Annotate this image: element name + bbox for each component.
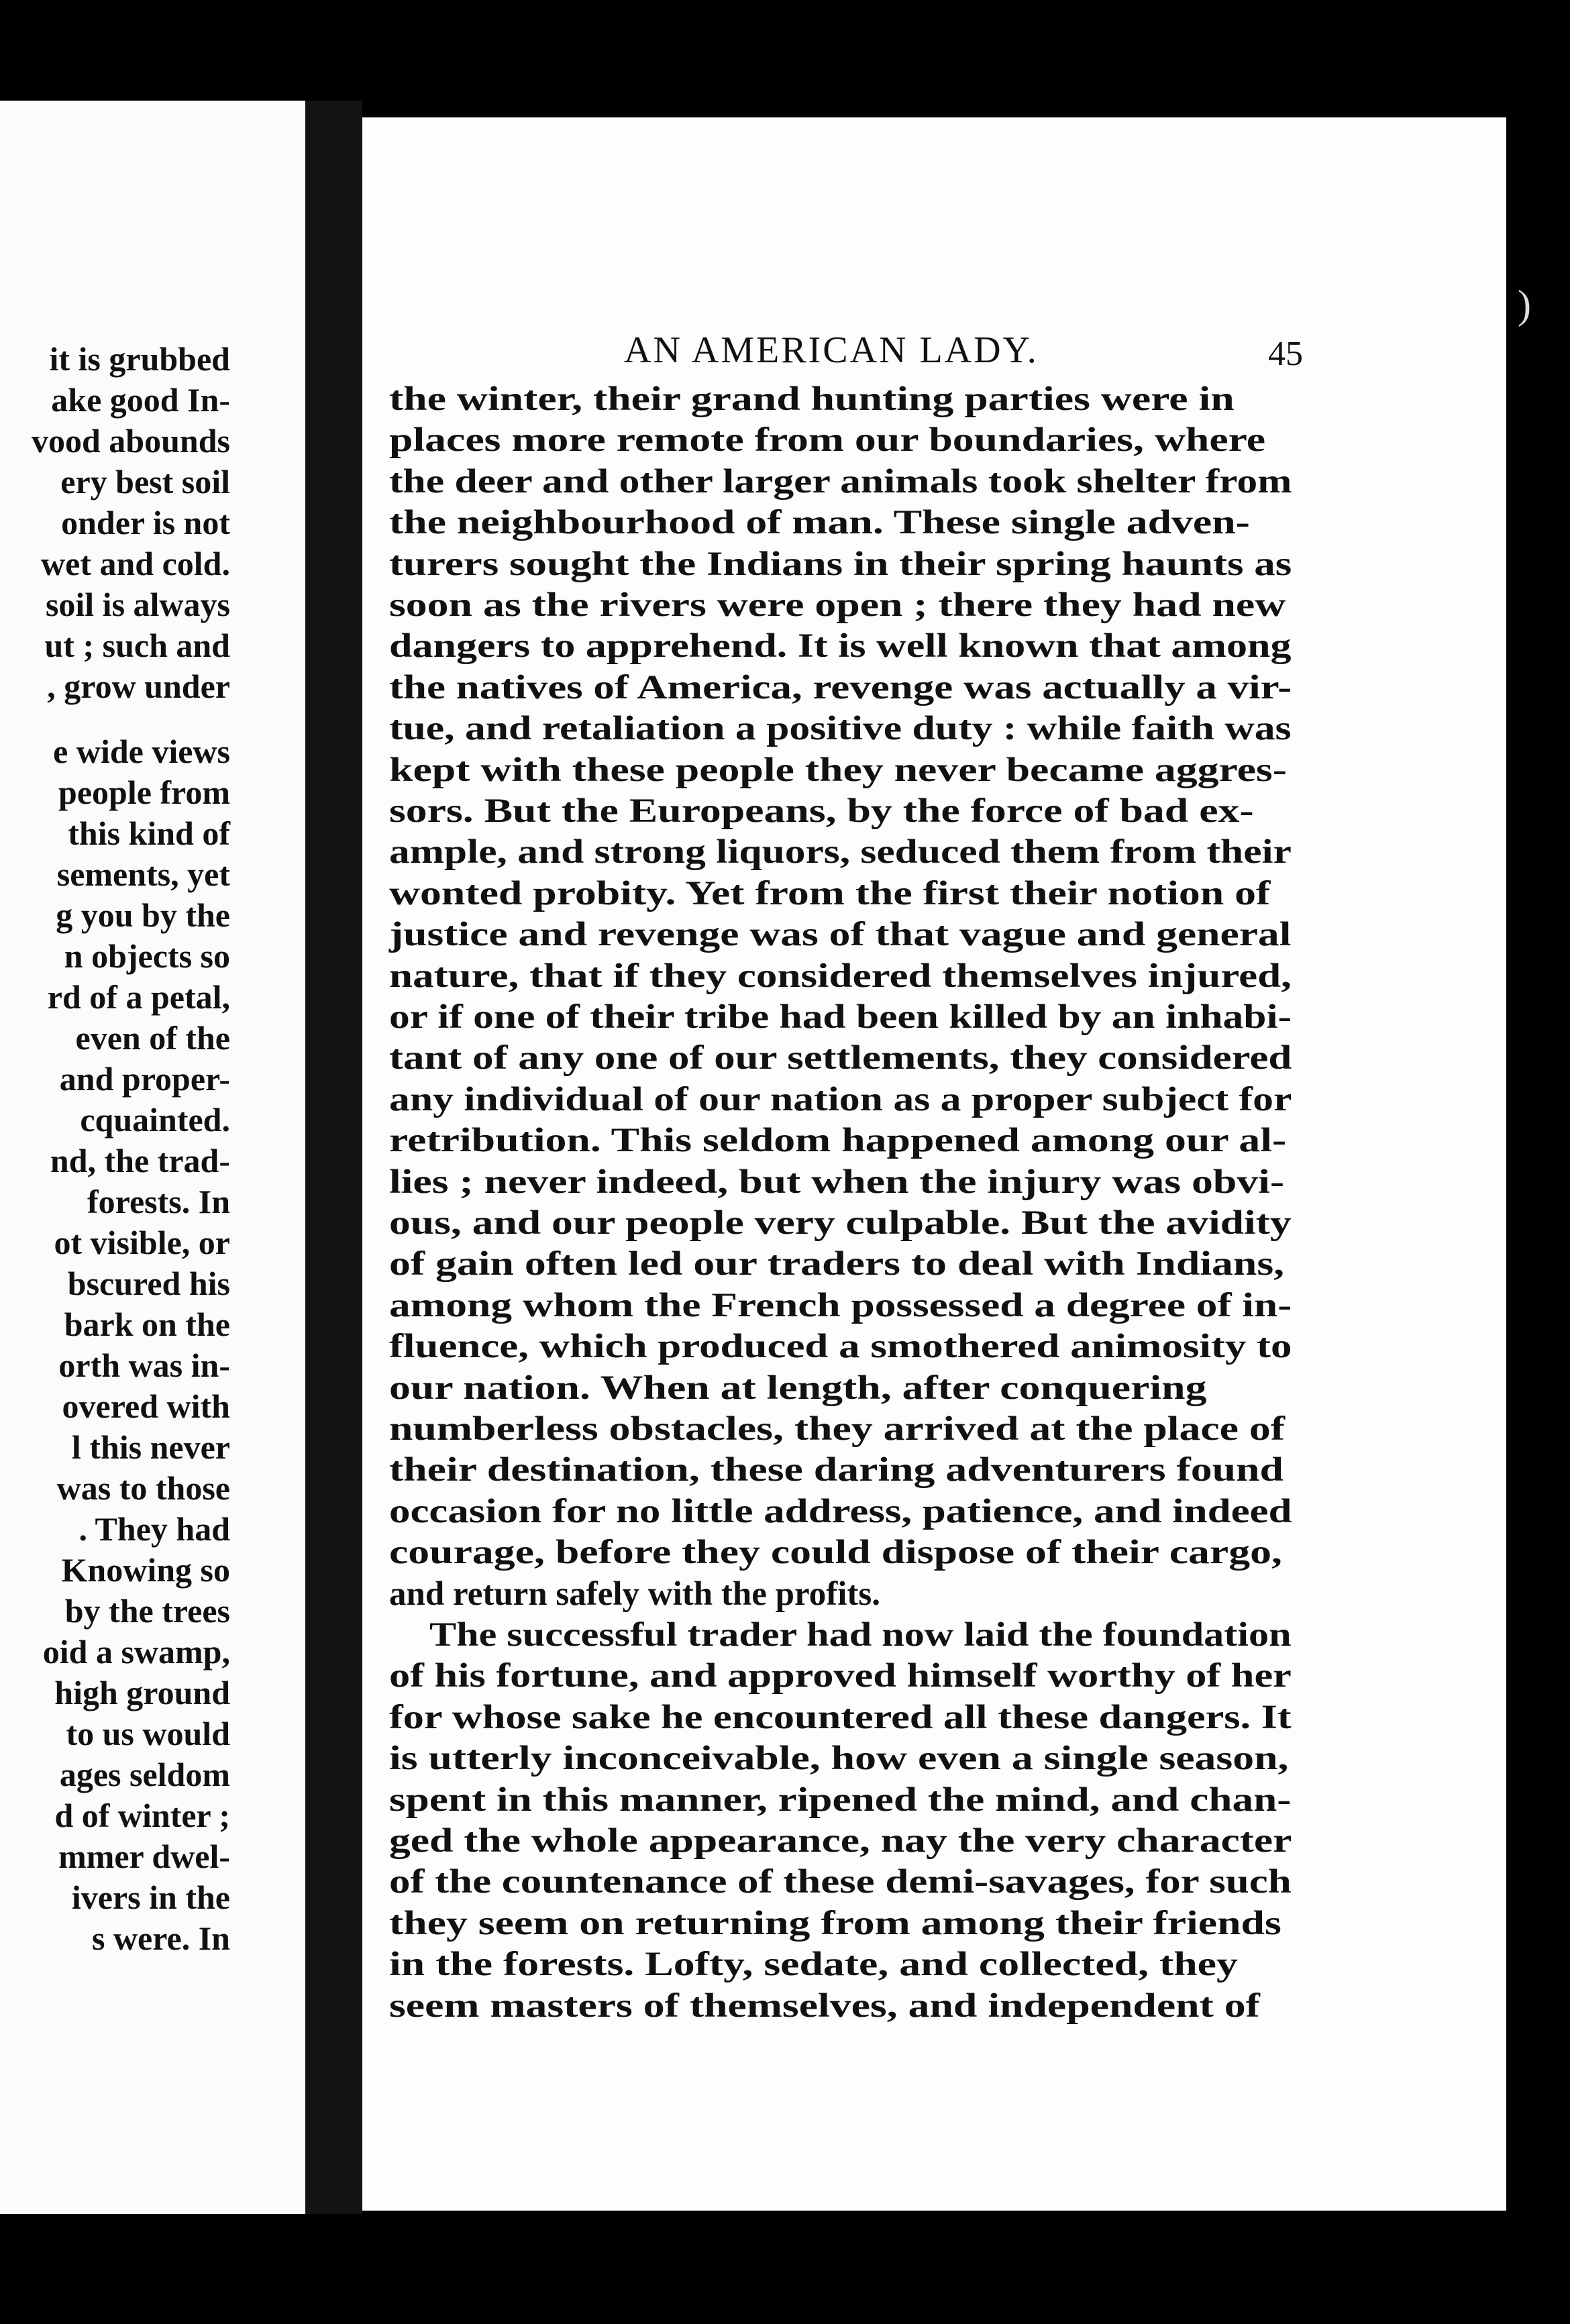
text-line: dangers to apprehend. It is well known that among — [389, 627, 1292, 666]
text-line: of his fortune, and approved himself worthy of her — [389, 1657, 1292, 1695]
left-page-line: d of winter ; — [54, 1797, 230, 1834]
text-line: ged the whole appearance, nay the very character — [389, 1822, 1292, 1860]
text-line: or if one of their tribe had been killed by an inhabi- — [389, 998, 1292, 1036]
printers-mark — [1201, 2217, 1208, 2237]
text-line: turers sought the Indians in their spring haunts as — [389, 545, 1292, 583]
left-page-line: . They had — [78, 1510, 230, 1548]
left-page-line: nd, the trad- — [50, 1142, 230, 1179]
text-line: of the countenance of these demi-savages, for such — [389, 1863, 1292, 1901]
left-page-line: onder is not — [61, 504, 230, 541]
left-page-line: forests. In — [87, 1183, 230, 1220]
left-page-line: ot visible, or — [54, 1224, 230, 1261]
text-line: wonted probity. Yet from the first their notion of — [389, 874, 1271, 912]
left-page-line: people from — [58, 774, 230, 811]
left-page-line: Knowing so — [61, 1551, 230, 1589]
left-page-line: ery best soil — [60, 463, 230, 500]
left-page-line: vood abounds — [32, 422, 230, 460]
page-edge-mark: ) — [1518, 282, 1531, 327]
left-page-line: , grow under — [47, 668, 230, 705]
text-line: the natives of America, revenge was actually a vir- — [389, 668, 1292, 706]
text-line: the neighbourhood of man. These single adven- — [389, 504, 1250, 542]
left-page-line: bscured his — [67, 1265, 230, 1302]
text-line: spent in this manner, ripened the mind, and chan- — [389, 1781, 1292, 1819]
text-line: among whom the French possessed a degree of in- — [389, 1286, 1292, 1324]
text-line: sors. But the Europeans, by the force of bad ex- — [389, 792, 1254, 830]
running-head: AN AMERICAN LADY. — [624, 329, 1039, 371]
text-line: and return safely with the profits. — [389, 1575, 880, 1613]
text-line: nature, that if they considered themselves injured, — [389, 957, 1292, 995]
left-page-line: ake good In- — [51, 381, 230, 419]
left-page-line: high ground — [54, 1674, 230, 1711]
left-page-line: ivers in the — [71, 1879, 230, 1916]
left-page-line: bark on the — [64, 1306, 230, 1343]
text-line: occasion for no little address, patience, and indeed — [389, 1492, 1292, 1530]
text-line: numberless obstacles, they arrived at the place of — [389, 1410, 1286, 1448]
left-page-line: it is grubbed — [49, 340, 230, 378]
text-line: ample, and strong liquors, seduced them from their — [389, 833, 1292, 872]
left-page-line: s were. In — [91, 1919, 230, 1957]
text-line: of gain often led our traders to deal with Indians, — [389, 1245, 1285, 1283]
text-line: in the forests. Lofty, sedate, and collected, they — [389, 1946, 1238, 1984]
text-line: tue, and retaliation a positive duty : while faith was — [389, 710, 1292, 748]
text-line: soon as the rivers were open ; there they had new — [389, 586, 1286, 624]
left-page-line: wet and cold. — [41, 545, 230, 582]
text-line: ous, and our people very culpable. But the avidity — [389, 1204, 1292, 1242]
text-line: The successful trader had now laid the foundation — [429, 1616, 1292, 1654]
left-page-line: soil is always — [45, 586, 230, 623]
left-page-line: by the trees — [64, 1592, 230, 1630]
text-line: their destination, these daring adventurers found — [389, 1451, 1284, 1489]
text-line: retribution. This seldom happened among our al- — [389, 1122, 1287, 1160]
left-page-line: was to those — [56, 1469, 230, 1507]
left-page-line: n objects so — [64, 937, 230, 975]
left-page-line: rd of a petal, — [47, 978, 230, 1016]
left-page-line: ages seldom — [59, 1756, 230, 1793]
text-line: any individual of our nation as a proper subject for — [389, 1080, 1292, 1118]
left-page-line: this kind of — [68, 814, 230, 852]
text-line: justice and revenge was of that vague and general — [389, 916, 1292, 954]
left-page-line: oid a swamp, — [42, 1633, 230, 1671]
text-line: lies ; never indeed, but when the injury was obvi- — [389, 1163, 1285, 1201]
text-line: kept with these people they never became aggres- — [389, 751, 1287, 789]
left-page-line: mmer dwel- — [58, 1838, 230, 1875]
text-line: our nation. When at length, after conquering — [389, 1369, 1207, 1407]
left-page-line: l this never — [71, 1428, 230, 1466]
text-line: they seem on returning from among their friends — [389, 1904, 1281, 1942]
text-line: fluence, which produced a smothered animosity to — [389, 1328, 1292, 1366]
left-page-line: even of the — [75, 1019, 230, 1057]
text-line: the deer and other larger animals took shelter from — [389, 462, 1292, 500]
left-page-line: sements, yet — [56, 855, 230, 893]
left-facing-page — [0, 101, 305, 2214]
text-line: is utterly inconceivable, how even a single season, — [389, 1740, 1289, 1778]
text-line: seem masters of themselves, and independent of — [389, 1987, 1260, 2025]
page-header — [362, 329, 1506, 376]
left-page-line: ut ; such and — [44, 627, 230, 664]
left-page-line: cquainted. — [80, 1101, 230, 1139]
book-gutter — [305, 101, 362, 2214]
left-page-line: to us would — [66, 1715, 230, 1752]
left-page-line: e wide views — [53, 733, 230, 770]
text-line: for whose sake he encountered all these dangers. It — [389, 1698, 1292, 1736]
text-line: places more remote from our boundaries, where — [389, 421, 1266, 460]
right-page — [362, 117, 1506, 2211]
left-page-line: and proper- — [59, 1060, 230, 1098]
text-line: the winter, their grand hunting parties were in — [389, 380, 1235, 418]
left-page-line: overed with — [62, 1387, 230, 1425]
page-number: 45 — [1268, 335, 1303, 373]
left-page-line: orth was in- — [58, 1346, 230, 1384]
left-page-line: g you by the — [56, 896, 230, 934]
text-line: courage, before they could dispose of their cargo, — [389, 1534, 1282, 1572]
text-line: tant of any one of our settlements, they considered — [389, 1039, 1292, 1077]
